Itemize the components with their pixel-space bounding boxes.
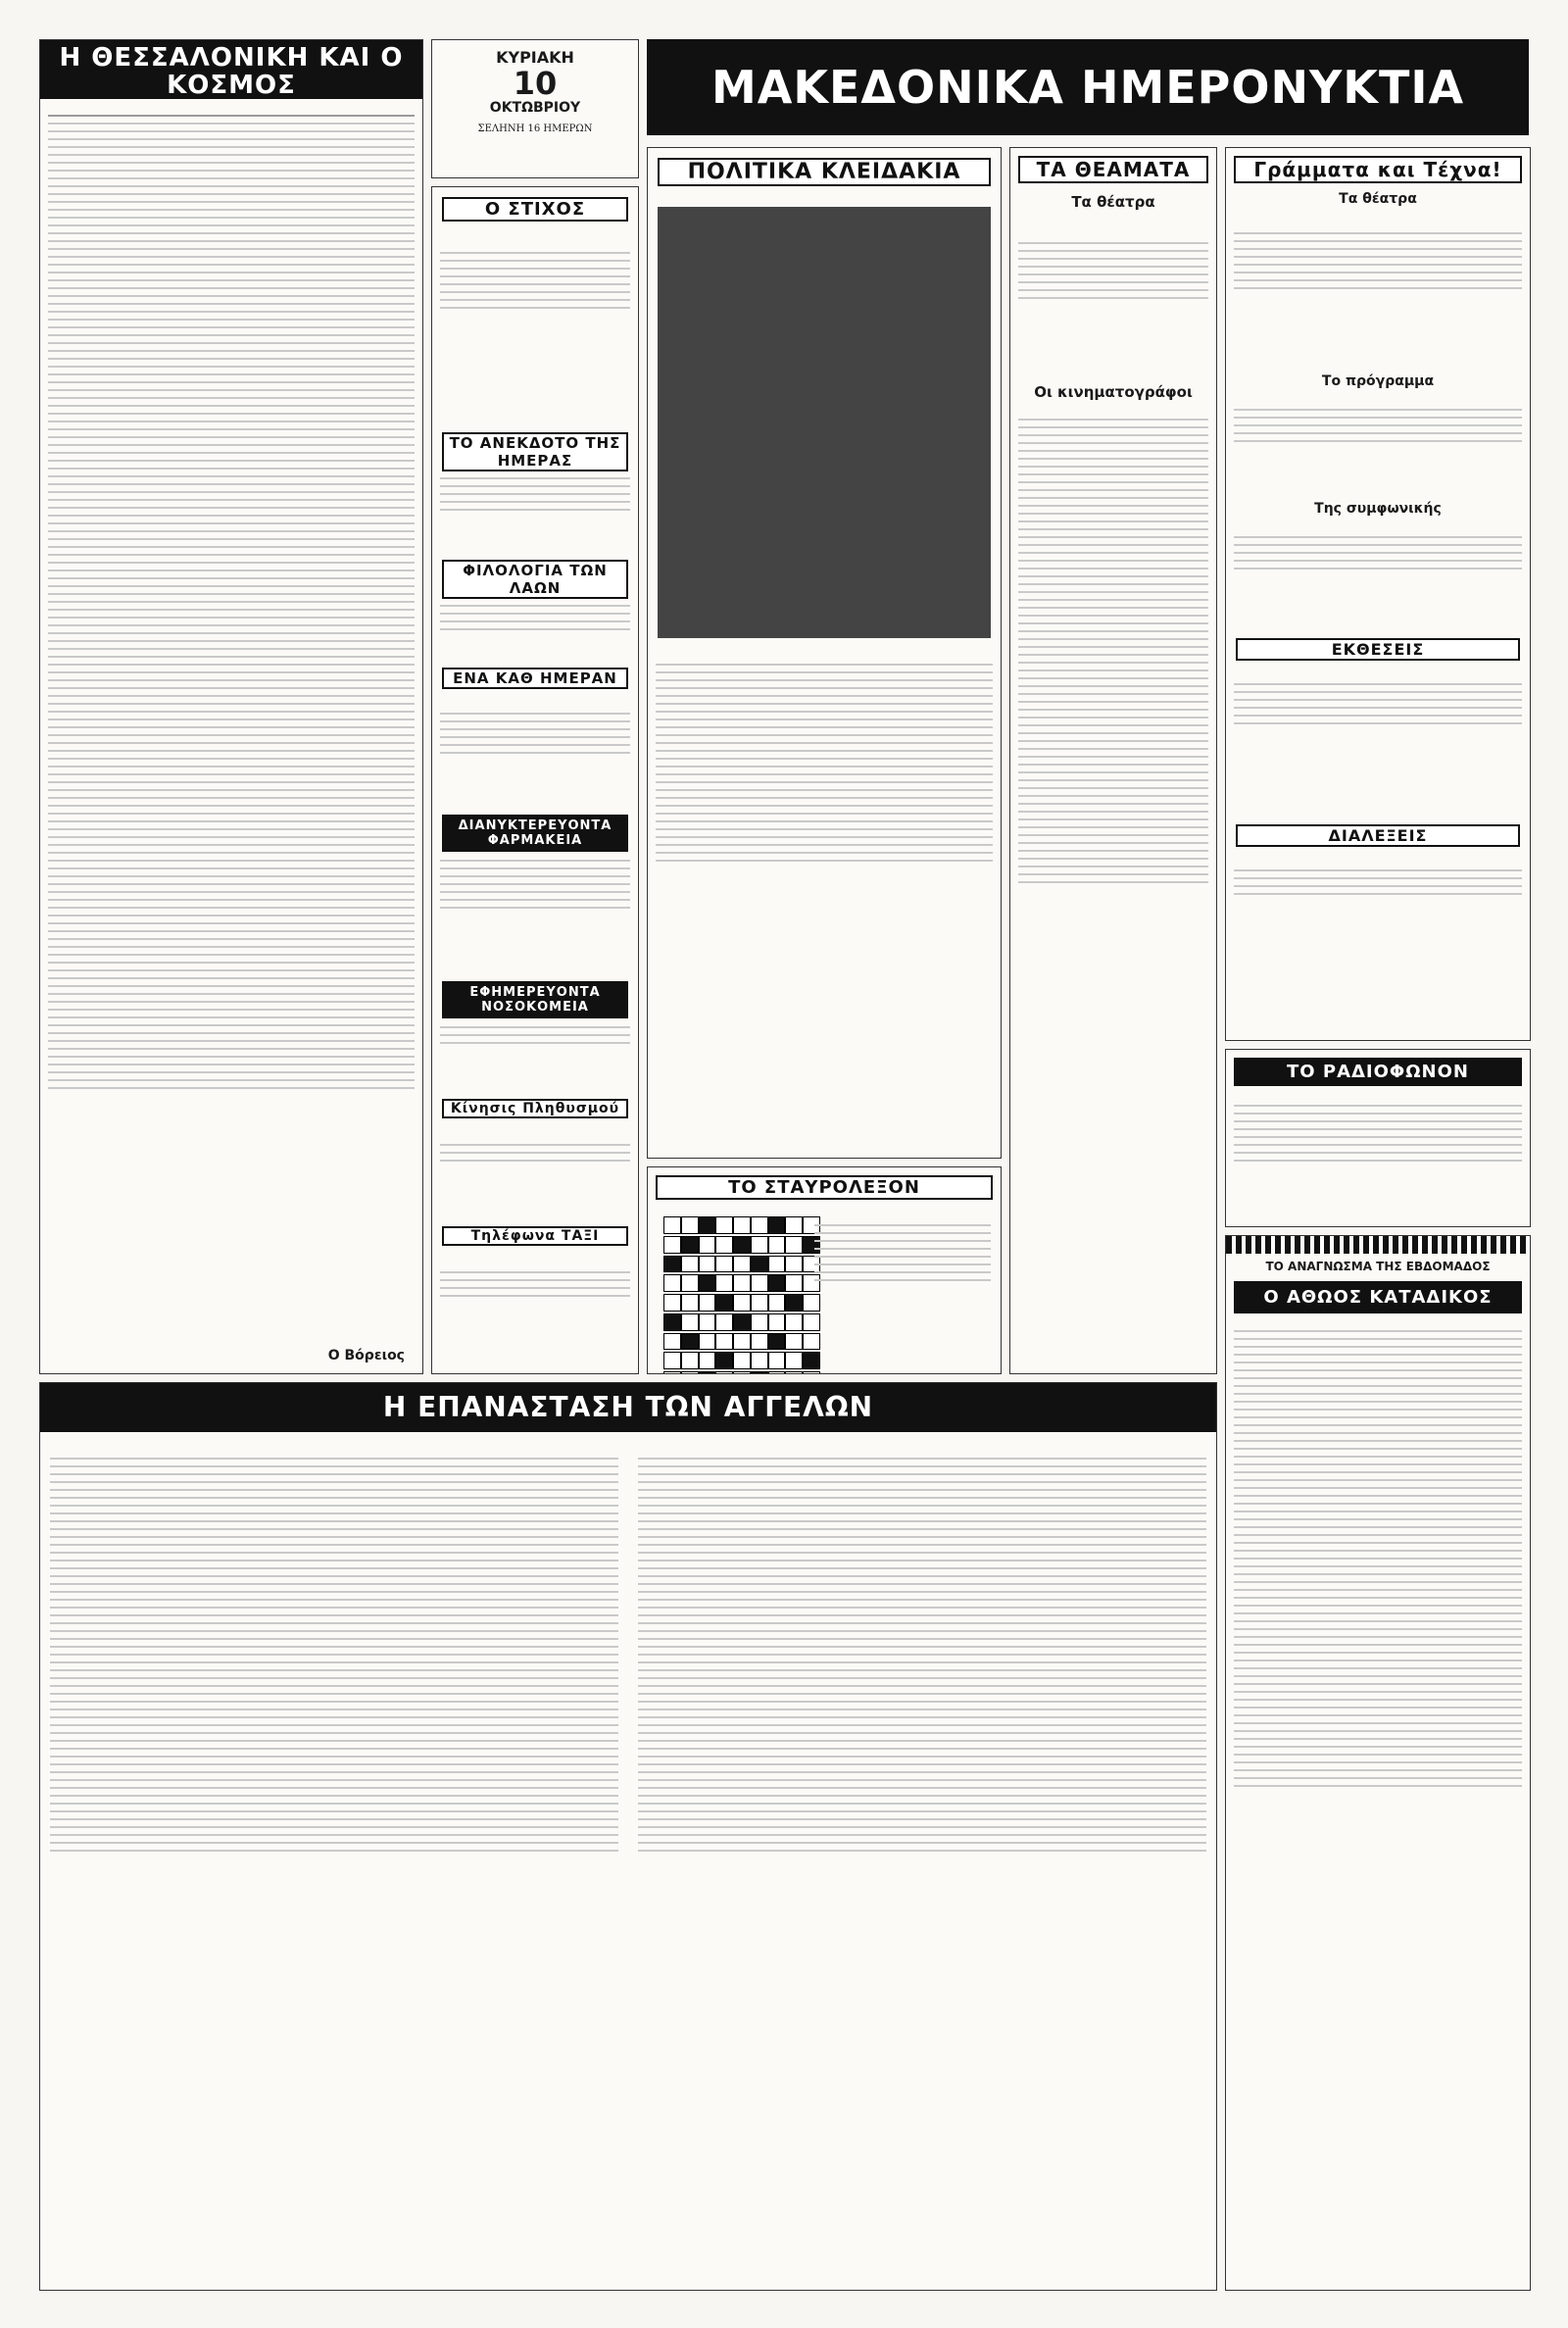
cinemas-heading: Οι κινηματογράφοι [1034, 383, 1193, 401]
masthead-text: ΜΑΚΕΔΟΝΙΚΑ ΗΜΕΡΟΝΥΚΤΙΑ [710, 61, 1465, 114]
exhibitions-banner: ΕΚΘΕΣΕΙΣ [1236, 638, 1520, 661]
crossword-banner: ΤΟ ΣΤΑΥΡΟΛΕΞΟΝ [656, 1175, 993, 1200]
left-article-lines [48, 109, 415, 1095]
bottom-serial-banner: Η ΕΠΑΝΑΣΤΑΣΗ ΤΩΝ ΑΓΓΕΛΩΝ [40, 1383, 1216, 1432]
reading-section [1225, 1235, 1531, 2291]
pharmacies-banner: ΔΙΑΝΥΚΤΕΡΕΥΟΝΤΑ ΦΑΡΜΑΚΕΙΑ [442, 815, 628, 852]
shows-column [1009, 147, 1217, 1374]
left-title-text: Η ΘΕΣΣΑΛΟΝΙΚΗ ΚΑΙ Ο ΚΟΣΜΟΣ [59, 43, 404, 100]
taxi-banner: Τηλέφωνα ΤΑΞΙ [442, 1226, 628, 1246]
politics-banner: ΠΟΛΙΤΙΚΑ ΚΛΕΙΔΑΚΙΑ [658, 158, 991, 186]
features-column [431, 186, 639, 1374]
philology-banner: ΦΙΛΟΛΟΓΙΑ ΤΩΝ ΛΑΩΝ [442, 560, 628, 599]
calendar-box [431, 39, 639, 178]
crossword-section [647, 1166, 1002, 1374]
harmony-heading: Της συμφωνικής [1314, 501, 1442, 517]
calendar-day: ΚΥΡΙΑΚΗ [496, 48, 574, 67]
letters-column [1225, 147, 1531, 1041]
left-signature: Ο Βόρειος [327, 1348, 405, 1363]
calendar-date: 10 [513, 65, 558, 102]
everyday-banner: ΕΝΑ ΚΑΘ ΗΜΕΡΑΝ [442, 668, 628, 689]
poem-banner: Ο ΣΤΙΧΟΣ [442, 197, 628, 222]
calendar-month: ΟΚΤΩΒΡΙΟΥ [489, 100, 581, 116]
reading-subtitle: ΤΟ ΑΝΑΓΝΩΣΜΑ ΤΗΣ ΕΒΔΟΜΑΔΟΣ [1265, 1260, 1491, 1273]
newspaper-page [39, 39, 1529, 2289]
reading-title: Ο ΑΘΩΟΣ ΚΑΤΑΔΙΚΟΣ [1234, 1281, 1522, 1313]
lectures-banner: ΔΙΑΛΕΞΕΙΣ [1236, 824, 1520, 847]
politics-section [647, 147, 1002, 1159]
anecdote-banner: ΤΟ ΑΝΕΚΔΟΤΟ ΤΗΣ ΗΜΕΡΑΣ [442, 432, 628, 471]
theatres-heading: Τα θέατρα [1071, 193, 1155, 211]
crossword-grid [663, 1216, 801, 1371]
shows-banner: ΤΑ ΘΕΑΜΑΤΑ [1018, 156, 1208, 183]
letters-banner: Γράμματα και Τέχνα! [1234, 156, 1522, 183]
masthead-banner [647, 39, 1529, 135]
program-heading: Το πρόγραμμα [1321, 373, 1435, 389]
left-column-top [39, 39, 423, 1374]
politics-photo [658, 207, 991, 638]
radio-section [1225, 1049, 1531, 1227]
calendar-sub: ΣΕΛΗΝΗ 16 ΗΜΕΡΩΝ [477, 124, 593, 134]
population-banner: Κίνησις Πληθυσμού [442, 1099, 628, 1118]
theatre-right-heading: Τα θέατρα [1339, 191, 1417, 207]
hospitals-banner: ΕΦΗΜΕΡΕΥΟΝΤΑ ΝΟΣΟΚΟΜΕΙΑ [442, 981, 628, 1018]
left-title-banner [40, 40, 422, 99]
reading-stripe [1226, 1236, 1530, 1254]
bottom-serial [39, 1382, 1217, 2291]
radio-banner: ΤΟ ΡΑΔΙΟΦΩΝΟΝ [1234, 1058, 1522, 1086]
